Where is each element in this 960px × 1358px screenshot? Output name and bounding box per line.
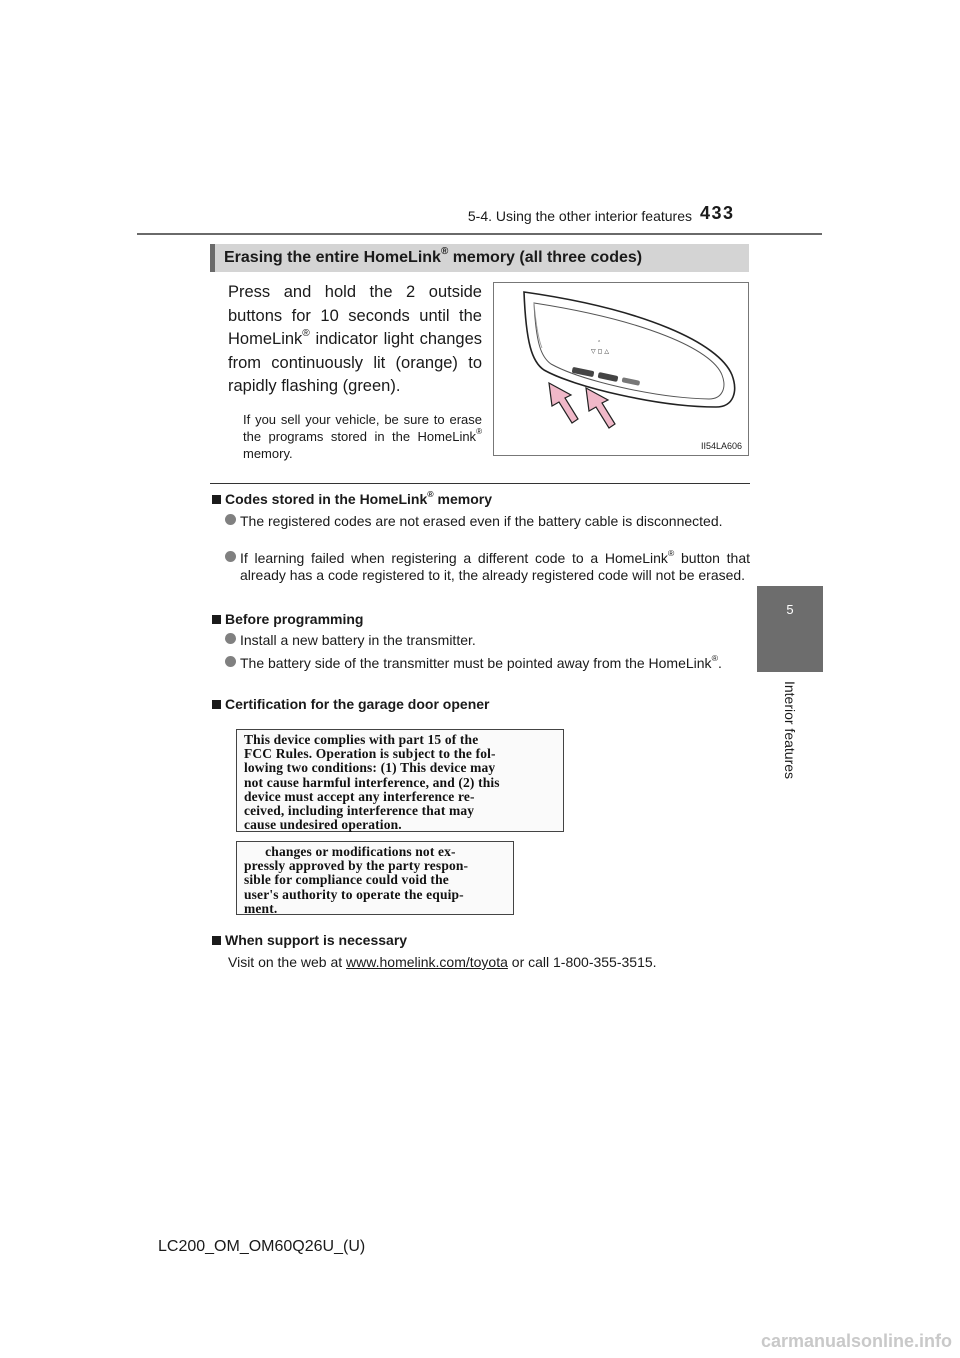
topic-support-title: When support is necessary bbox=[212, 932, 407, 948]
instruction-note: If you sell your vehicle, be sure to erase the programs stored in the HomeLink® memory. bbox=[243, 412, 482, 461]
svg-text:▽ ◻ △: ▽ ◻ △ bbox=[591, 348, 610, 355]
section-header: 5-4. Using the other interior features bbox=[467, 208, 692, 224]
svg-text:⌃: ⌃ bbox=[597, 340, 602, 346]
list-item: If learning failed when registering a different code to a HomeLink® button that already has a code registered to it, the already registered code will not be erased. bbox=[225, 550, 750, 584]
topic-before-title: Before programming bbox=[212, 611, 363, 627]
bullet-icon bbox=[225, 551, 236, 562]
watermark: carmanualsonline.info bbox=[760, 1331, 952, 1351]
bullet-icon bbox=[225, 656, 236, 667]
list-item: The battery side of the transmitter must be pointed away from the HomeLink®. bbox=[225, 655, 750, 672]
bullet-icon bbox=[225, 514, 236, 525]
list-item: The registered codes are not erased even if the battery cable is disconnected. bbox=[225, 513, 750, 530]
document-code: LC200_OM_OM60Q26U_(U) bbox=[158, 1238, 366, 1255]
fcc-statement-box: This device complies with part 15 of the FCC Rules. Operation is subject to the fol- lowing two conditions: (1) This device may not cause harmful interference, and (2) this device must accept any interference re- ceived, including interference that may cause undesired operation. bbox=[236, 729, 564, 832]
chapter-label: Interior features bbox=[782, 680, 798, 780]
chapter-number: 5 bbox=[786, 602, 794, 617]
section-divider bbox=[210, 483, 750, 484]
chapter-tab bbox=[757, 586, 823, 672]
header-rule bbox=[137, 233, 822, 235]
list-item: Install a new battery in the transmitter. bbox=[225, 632, 750, 649]
topic-cert-title: Certification for the garage door opener bbox=[212, 696, 489, 712]
topic-codes-title: Codes stored in the HomeLink® memory bbox=[212, 491, 492, 507]
square-bullet-icon bbox=[212, 700, 221, 709]
section-title: Erasing the entire HomeLink® memory (all three codes) bbox=[224, 245, 643, 266]
instruction-text: Press and hold the 2 outside buttons for 10 seconds until the HomeLink® indicator light changes from continuously lit (orange) to rapidly flashing (green). bbox=[228, 283, 482, 396]
fcc-modification-box: changes or modifications not ex- pressly approved by the party respon- sible for compliance could void the user's authority to operate the equip- ment. bbox=[236, 841, 514, 915]
support-text: Visit on the web at www.homelink.com/toyota or call 1-800-355-3515. bbox=[228, 954, 657, 970]
page-number: 433 bbox=[700, 203, 735, 223]
right-press-arrow-icon bbox=[586, 388, 615, 428]
square-bullet-icon bbox=[212, 495, 221, 504]
square-bullet-icon bbox=[212, 615, 221, 624]
left-press-arrow-icon bbox=[549, 383, 578, 423]
mirror-illustration bbox=[493, 282, 749, 456]
mirror-drawing bbox=[494, 283, 749, 456]
figure-code: II54LA606 bbox=[700, 441, 742, 451]
homelink-website-link[interactable]: www.homelink.com/toyota bbox=[346, 954, 508, 970]
bullet-icon bbox=[225, 633, 236, 644]
square-bullet-icon bbox=[212, 936, 221, 945]
